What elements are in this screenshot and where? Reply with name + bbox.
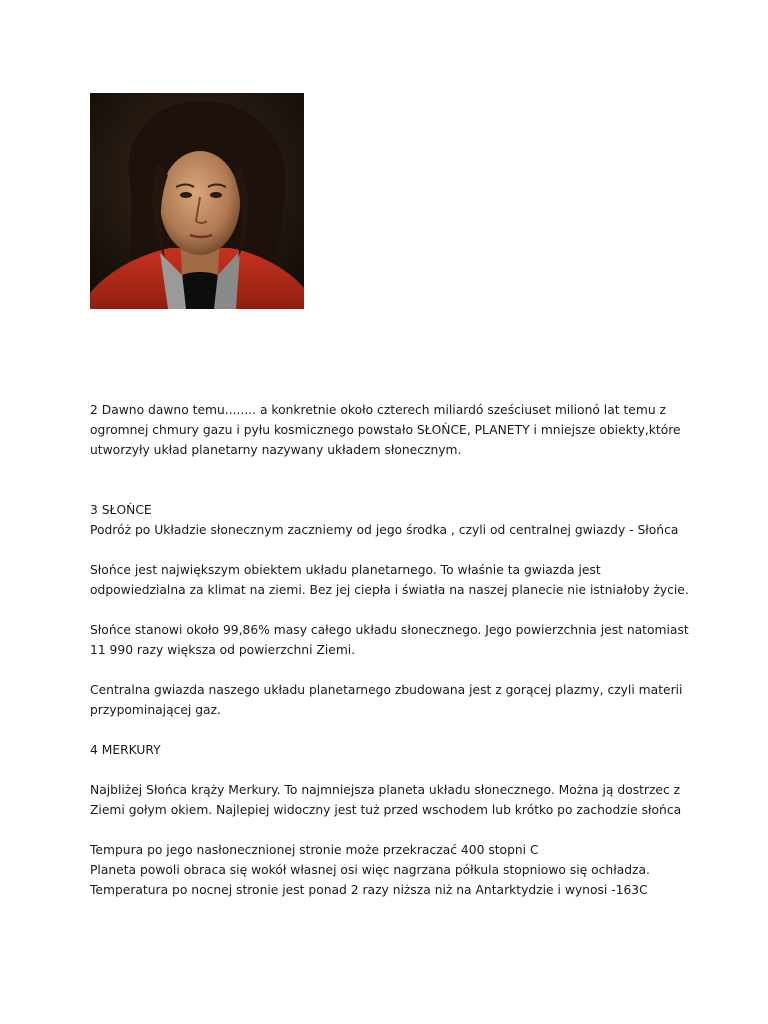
heading-merkury: 4 MERKURY [90,743,161,757]
paragraph-slonce-intro: Podróż po Układzie słonecznym zaczniemy od jego środka , czyli od centralnej gwiazdy - Słońca [90,523,679,537]
paragraph-slonce-mass: Słońce stanowi około 99,86% masy całego układu słonecznego. Jego powierzchnia jest natomiast 11 990 razy większa od powierzchni Ziemi. [90,623,689,657]
paragraph-merkury-intro: Najbliżej Słońca krąży Merkury. To najmniejsza planeta układu słonecznego. Można ją dostrzec z Ziemi gołym okiem. Najlepiej widoczny jest tuż przed wschodem lub krótko po zachodzie słońca [90,783,682,817]
paragraph-slonce-largest: Słońce jest największym obiektem układu planetarnego. To właśnie ta gwiazda jest odpowiedzialna za klimat na ziemi. Bez jej ciepła i światła na naszej planecie nie istniałoby życie. [90,563,689,597]
document-body [90,400,690,900]
paragraph-slonce-plasma: Centralna gwiazda naszego układu planetarnego zbudowana jest z gorącej plazmy, czyli materii przypominającej gaz. [90,683,683,717]
paragraph-intro: 2 Dawno dawno temu........ a konkretnie około czterech miliardó sześciuset milionó lat temu z ogromnej chmury gazu i pyłu kosmicznego powstało SŁOŃCE, PLANETY i mniejsze obiekty,które utworzyły układ planetarny nazywany układem słonecznym. [90,403,681,457]
heading-slonce: 3 SŁOŃCE [90,503,152,517]
paragraph-merkury-rotation: Planeta powoli obraca się wokół własnej osi więc nagrzana półkula stopniowo się ochładza. Temperatura po nocnej stronie jest ponad 2 razy niższa niż na Antarktydzie i wynosi -163C [90,863,650,897]
portrait-image [90,93,304,309]
paragraph-merkury-temp: Tempura po jego nasłonecznionej stronie może przekraczać 400 stopni C [90,843,539,857]
